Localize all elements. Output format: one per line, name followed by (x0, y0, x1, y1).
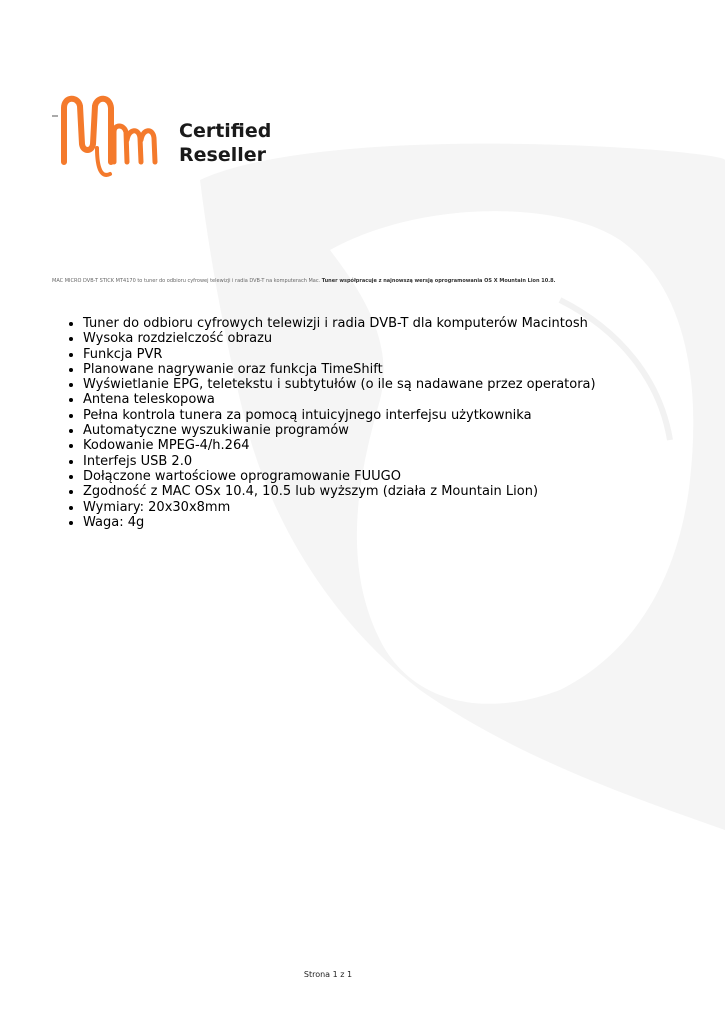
feature-item: • Kodowanie MPEG-4/h.264 (83, 438, 596, 453)
feature-item: • Dołączone wartościowe oprogramowanie FUUGO (83, 469, 596, 484)
intro-bold-text: Tuner współpracuje z najnowszą wersją oprogramowania OS X Mountain Lion 10.8. (321, 278, 556, 284)
feature-list (66, 316, 596, 530)
feature-item: • Waga: 4g (83, 515, 596, 530)
feature-item: • Tuner do odbioru cyfrowych telewizji i radia DVB-T dla komputerów Macintosh (83, 316, 596, 331)
feature-item: • Pełna kontrola tunera za pomocą intuicyjnego interfejsu użytkownika (83, 408, 596, 423)
logo-line-reseller: Reseller (179, 144, 266, 166)
intro-text: MAC MICRO DVB-T STICK MT4170 to tuner do odbioru cyfrowej telewizji i radia DVB-T na komputerach Mac. (52, 278, 321, 284)
intro-paragraph (52, 278, 556, 285)
logo-wordmark (179, 119, 271, 167)
logo-line-certified: Certified (179, 120, 272, 142)
feature-item: • Wymiary: 20x30x8mm (83, 500, 596, 515)
feature-item: • Funkcja PVR (83, 347, 596, 362)
feature-item: • Zgodność z MAC OSx 10.4, 10.5 lub wyższym (działa z Mountain Lion) (83, 484, 596, 499)
feature-item: • Wysoka rozdzielczość obrazu (83, 331, 596, 346)
feature-item: • Automatyczne wyszukiwanie programów (83, 423, 596, 438)
feature-item: • Planowane nagrywanie oraz funkcja TimeShift (83, 362, 596, 377)
page-number: Strona 1 z 1 (303, 970, 353, 979)
feature-item: • Wyświetlanie EPG, teletekstu i subtytułów (o ile są nadawane przez operatora) (83, 377, 596, 392)
feature-item: • Antena teleskopowa (83, 392, 596, 407)
feature-item: • Interfejs USB 2.0 (83, 454, 596, 469)
